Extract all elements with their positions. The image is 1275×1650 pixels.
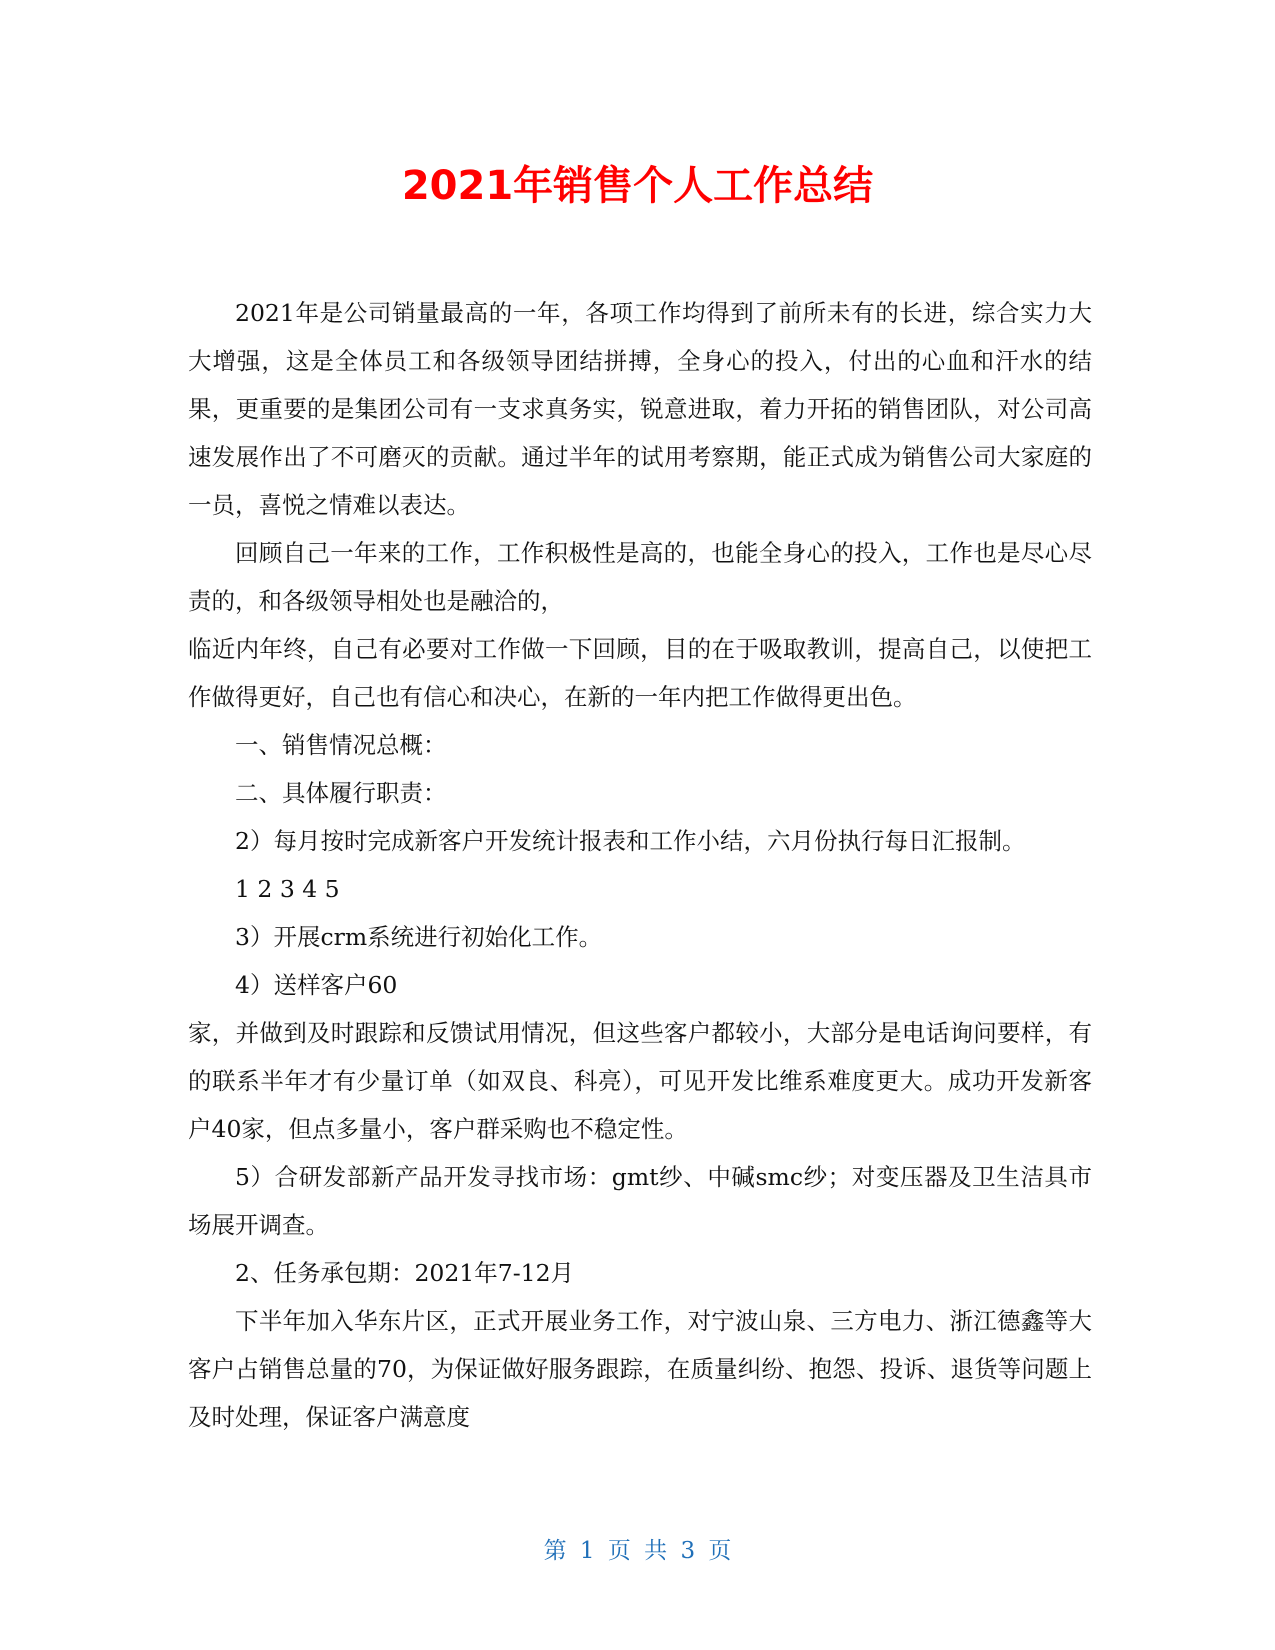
document-title: 2021年销售个人工作总结 (401, 163, 874, 209)
document-body (188, 289, 1092, 1441)
paragraph-review: 回顾自己一年来的工作，工作积极性是高的，也能全身心的投入，工作也是尽心尽责的，和各级领导相处也是融洽的， (188, 539, 1092, 615)
number-sequence: 1 2 3 4 5 (235, 875, 340, 903)
paragraph-samples: 家，并做到及时跟踪和反馈试用情况，但这些客户都较小，大部分是电话询问要样，有的联系半年才有少量订单（如双良、科亮），可见开发比维系难度更大。成功开发新客户40家，但点多量小，客户群采购也不稳定性。 (188, 1019, 1092, 1143)
list-item-5: 5）合研发部新产品开发寻找市场：gmt纱、中碱smc纱；对变压器及卫生洁具市场展开调查。 (188, 1163, 1092, 1239)
heading-duties: 二、具体履行职责： (235, 779, 447, 807)
paragraph-year-end: 临近内年终，自己有必要对工作做一下回顾，目的在于吸取教训，提高自己，以使把工作做得更好，自己也有信心和决心，在新的一年内把工作做得更出色。 (188, 635, 1092, 711)
heading-sales-overview: 一、销售情况总概： (235, 731, 447, 759)
list-item-2: 2）每月按时完成新客户开发统计报表和工作小结，六月份执行每日汇报制。 (235, 827, 1026, 855)
list-item-4: 4）送样客户60 (235, 971, 398, 999)
list-item-3: 3）开展crm系统进行初始化工作。 (235, 923, 603, 951)
heading-contract-period: 2、任务承包期：2021年7-12月 (235, 1259, 575, 1287)
paragraph-east-china: 下半年加入华东片区，正式开展业务工作，对宁波山泉、三方电力、浙江德鑫等大客户占销售总量的70，为保证做好服务跟踪，在质量纠纷、抱怨、投诉、退货等问题上及时处理，保证客户满意度 (188, 1307, 1092, 1431)
paragraph-intro: 2021年是公司销量最高的一年，各项工作均得到了前所未有的长进，综合实力大大增强，这是全体员工和各级领导团结拼搏，全身心的投入，付出的心血和汗水的结果，更重要的是集团公司有一支求真务实，锐意进取，着力开拓的销售团队，对公司高速发展作出了不可磨灭的贡献。通过半年的试用考察期，能正式成为销售公司大家庭的一员，喜悦之情难以表达。 (188, 299, 1092, 519)
page-footer: 第 1 页 共 3 页 (543, 1538, 732, 1564)
